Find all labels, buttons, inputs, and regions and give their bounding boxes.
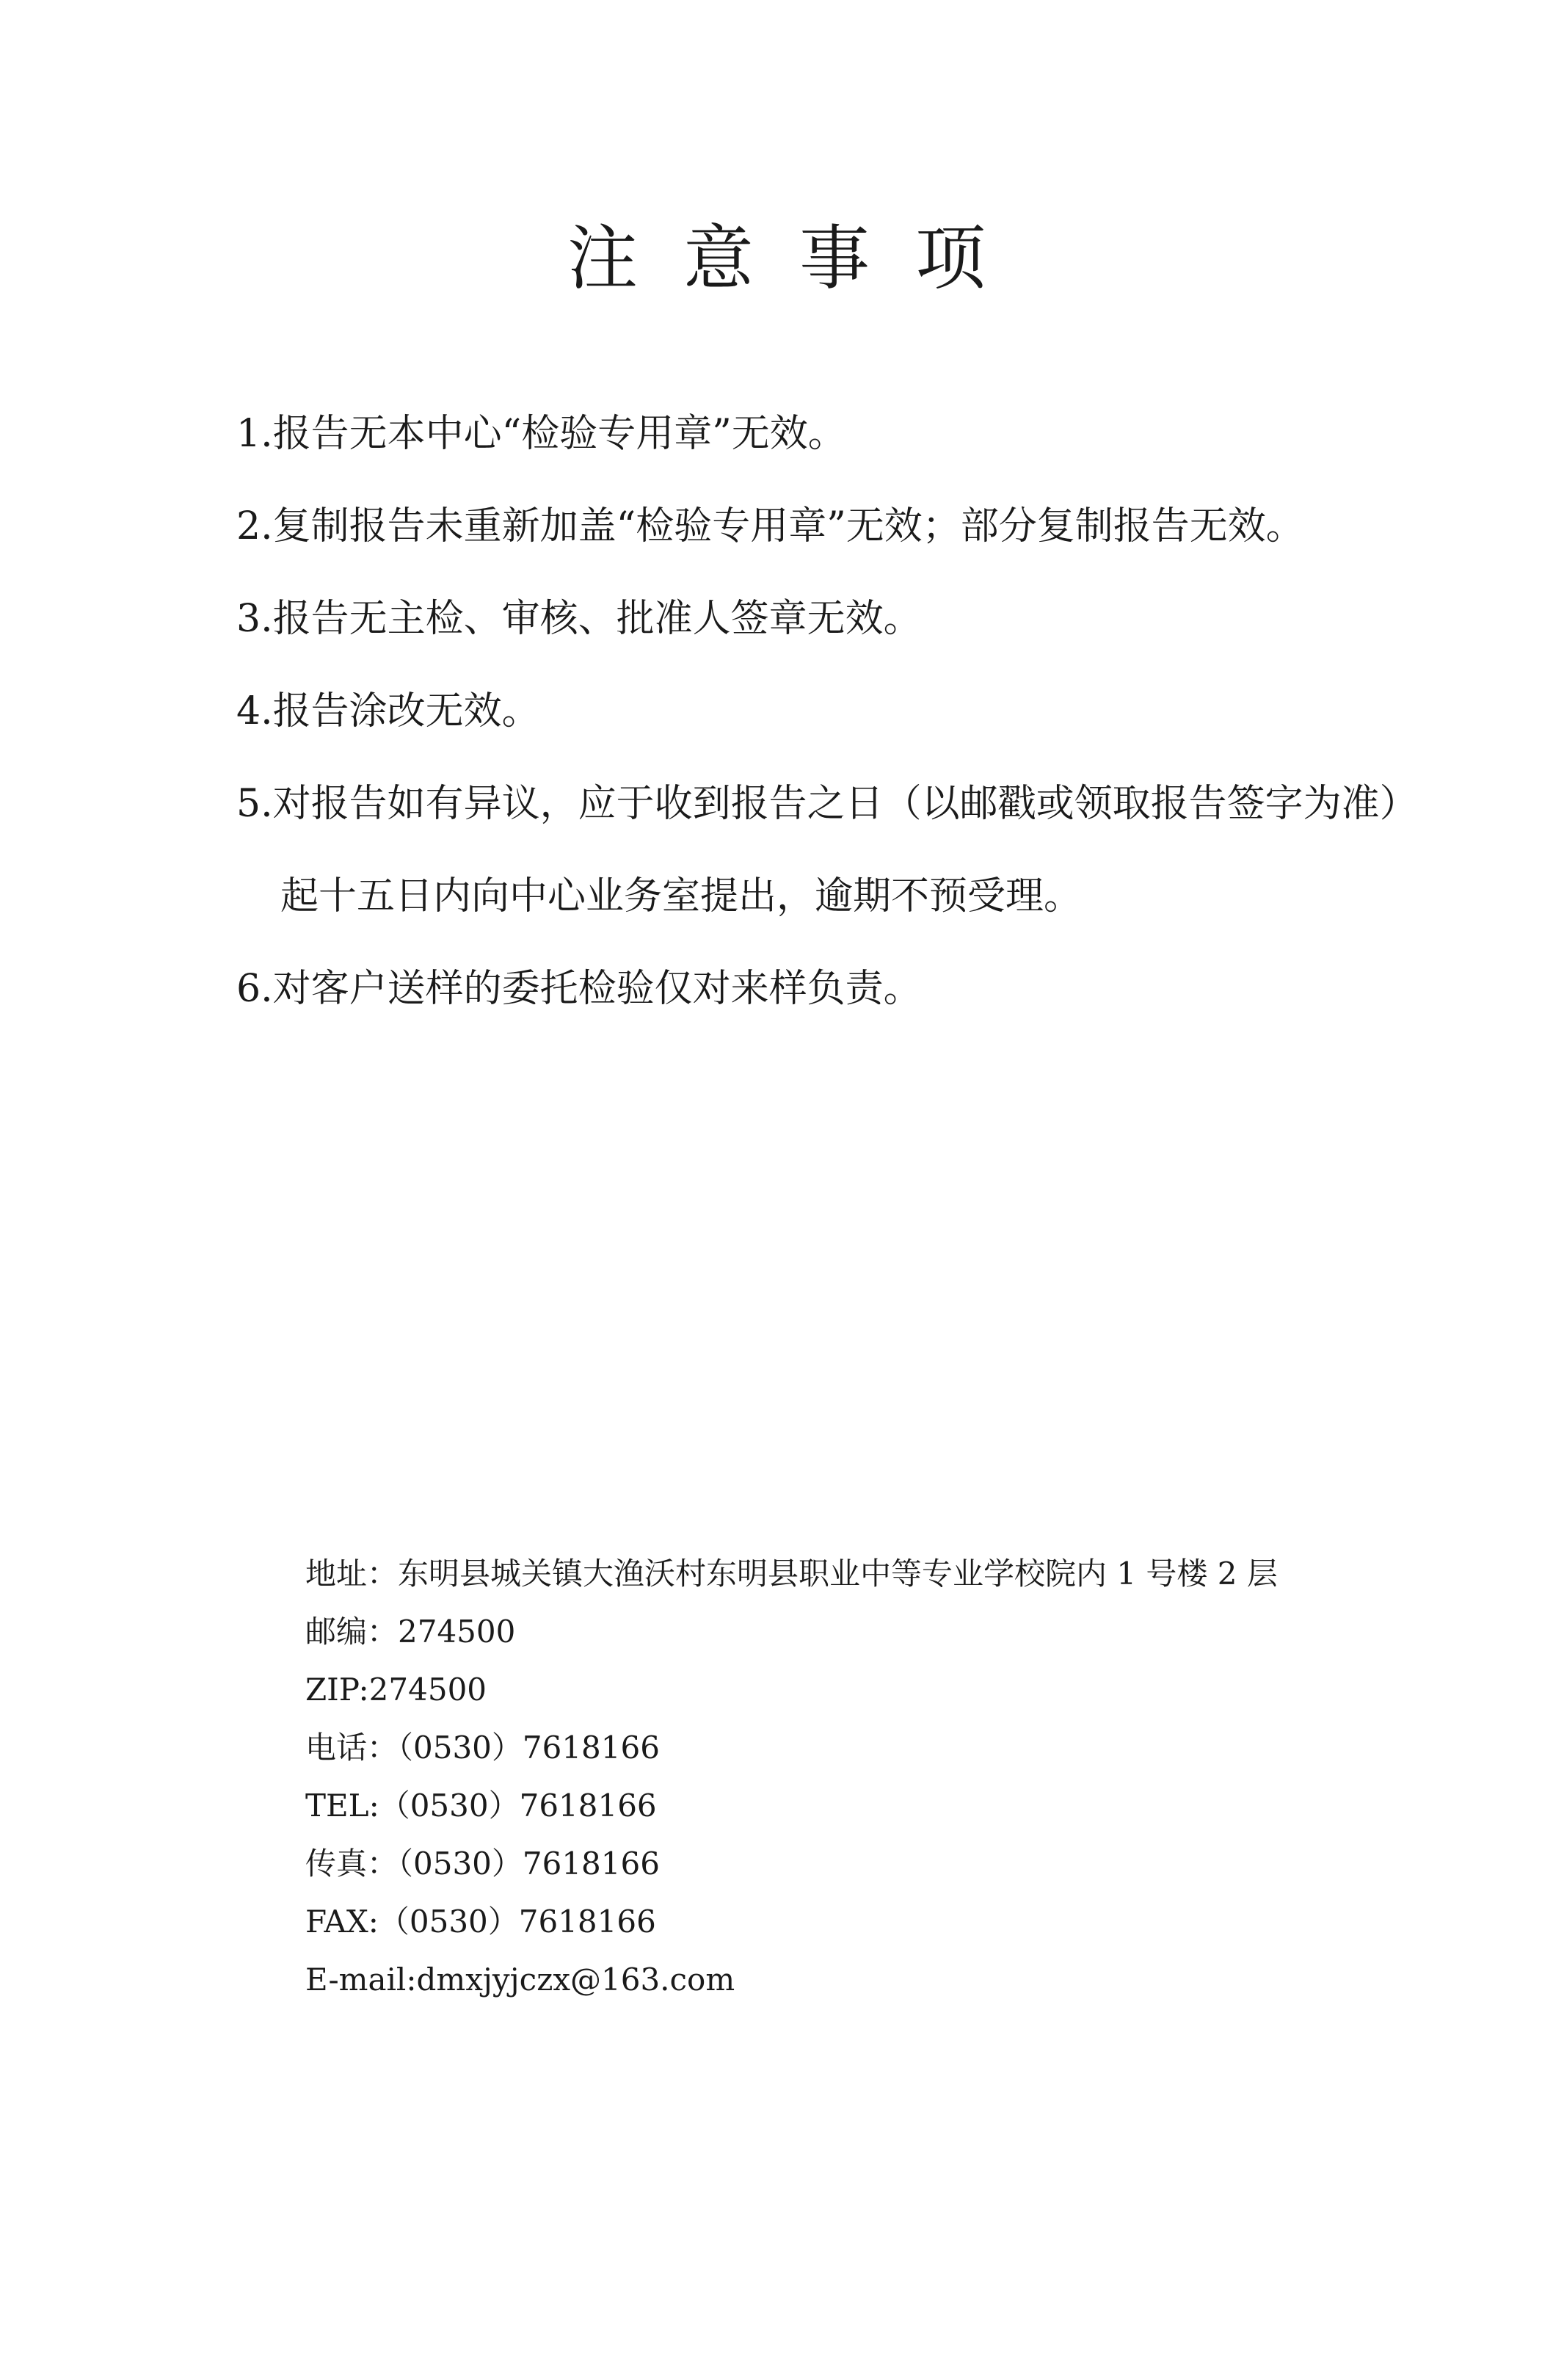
contact-fax: FAX:（0530）7618166 (305, 1904, 656, 1940)
note-item: 5.对报告如有异议，应于收到报告之日（以邮戳或领取报告签字为准） (236, 782, 1418, 826)
page-title: 注意事项 (567, 217, 1031, 300)
note-item: 2.复制报告未重新加盖“检验专用章”无效；部分复制报告无效。 (236, 504, 1304, 548)
contact-address: 地址：东明县城关镇大渔沃村东明县职业中等专业学校院内 1 号楼 2 层 (305, 1556, 1278, 1592)
note-item: 4.报告涂改无效。 (236, 689, 540, 733)
note-item: 6.对客户送样的委托检验仅对来样负责。 (236, 967, 922, 1011)
contact-info (305, 1545, 1480, 2009)
contact-email: E-mail:dmxjyjczx@163.com (305, 1962, 735, 1998)
contact-fax-cn: 传真：（0530）7618166 (305, 1846, 660, 1882)
contact-tel: TEL:（0530）7618166 (305, 1788, 657, 1824)
contact-zip: ZIP:274500 (305, 1672, 487, 1708)
note-item: 1.报告无本中心“检验专用章”无效。 (236, 412, 846, 456)
note-item-continuation: 起十五日内向中心业务室提出，逾期不预受理。 (280, 874, 1083, 918)
contact-phone: 电话：（0530）7618166 (305, 1730, 660, 1766)
contact-postcode: 邮编：274500 (305, 1614, 516, 1650)
notes-list (236, 388, 1484, 1035)
note-item: 3.报告无主检、审核、批准人签章无效。 (236, 597, 922, 641)
